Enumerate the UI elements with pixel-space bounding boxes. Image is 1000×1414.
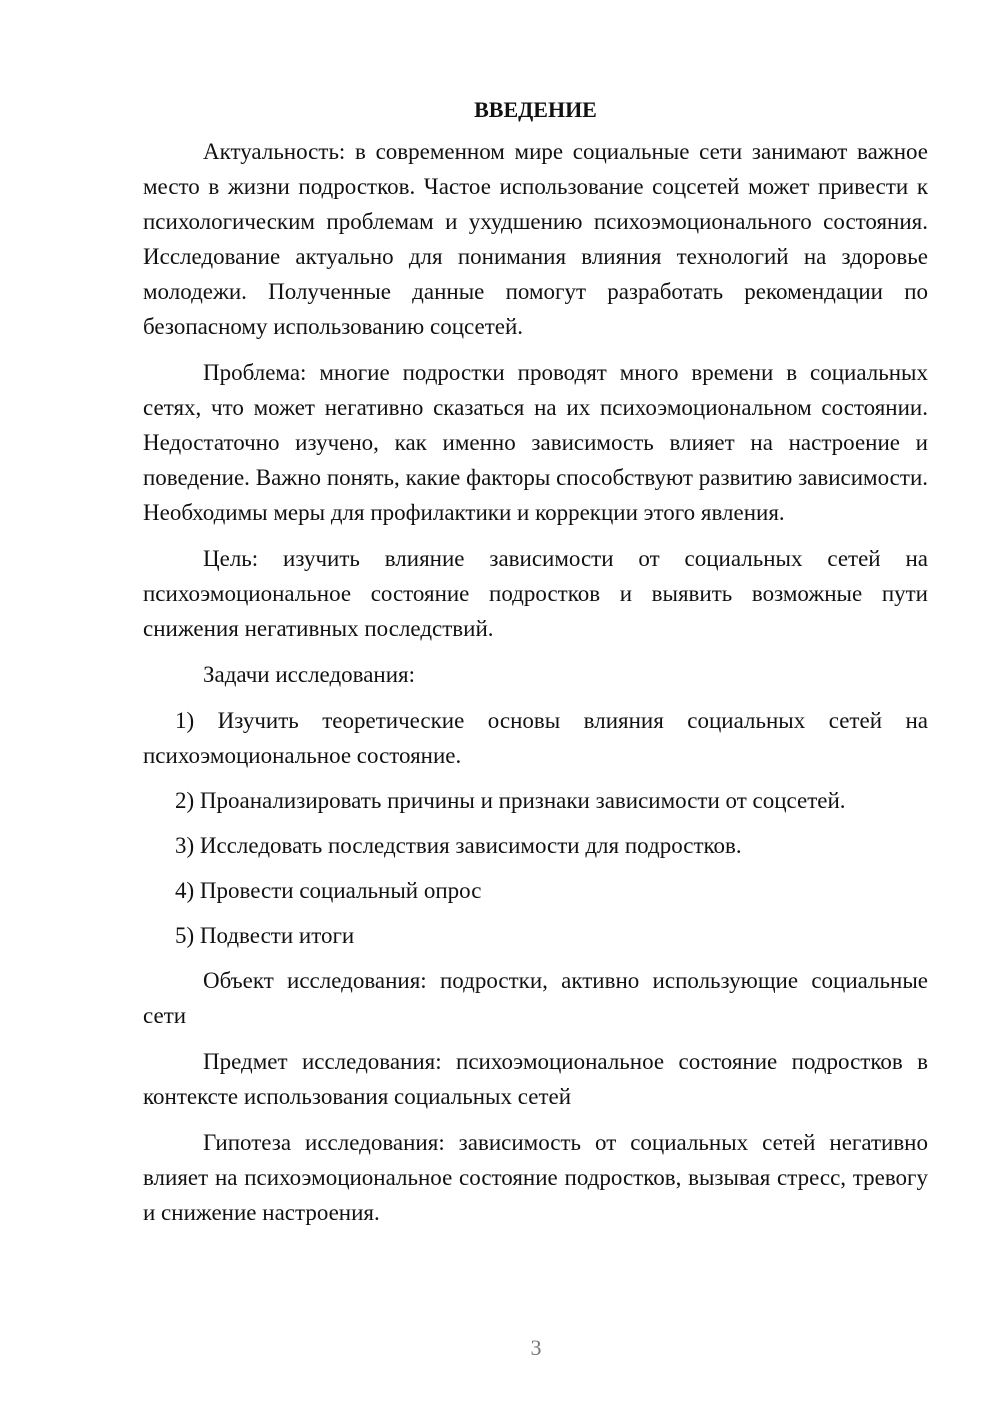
paragraph-hypothesis: Гипотеза исследования: зависимость от социальных сетей негативно влияет на психоэмоциональное состояние подростков, вызывая стресс, тревогу и снижение настроения. bbox=[143, 1130, 928, 1225]
paragraph-subject: Предмет исследования: психоэмоциональное состояние подростков в контексте использования социальных сетей bbox=[143, 1049, 928, 1109]
tasks-heading: Задачи исследования: bbox=[203, 662, 416, 687]
task-item-5: 5) Подвести итоги bbox=[175, 923, 355, 948]
task-item-4: 4) Провести социальный опрос bbox=[175, 878, 482, 903]
paragraph-relevance: Актуальность: в современном мире социальные сети занимают важное место в жизни подростков. Частое использование соцсетей может привести к психологическим проблемам и ухудшению психоэмоционального состояния. Исследование актуально для понимания влияния технологий на здоровье молодежи. Полученные данные помогут разработать рекомендации по безопасному использованию соцсетей. bbox=[143, 139, 928, 339]
task-item-3: 3) Исследовать последствия зависимости для подростков. bbox=[175, 833, 742, 858]
task-item-1: 1) Изучить теоретические основы влияния социальных сетей на психоэмоциональное состояние. bbox=[143, 708, 928, 768]
page-content bbox=[143, 92, 928, 1241]
paragraph-goal: Цель: изучить влияние зависимости от социальных сетей на психоэмоциональное состояние подростков и выявить возможные пути снижения негативных последствий. bbox=[143, 546, 928, 641]
page-title: ВВЕДЕНИЕ bbox=[474, 97, 597, 122]
page-number: 3 bbox=[530, 1335, 542, 1360]
paragraph-problem: Проблема: многие подростки проводят много времени в социальных сетях, что может негативно сказаться на их психоэмоциональном состоянии. Недостаточно изучено, как именно зависимость влияет на настроение и поведение. Важно понять, какие факторы способствуют развитию зависимости. Необходимы меры для профилактики и коррекции этого явления. bbox=[143, 360, 928, 525]
paragraph-object: Объект исследования: подростки, активно использующие социальные сети bbox=[143, 968, 928, 1028]
task-item-2: 2) Проанализировать причины и признаки зависимости от соцсетей. bbox=[175, 788, 846, 813]
